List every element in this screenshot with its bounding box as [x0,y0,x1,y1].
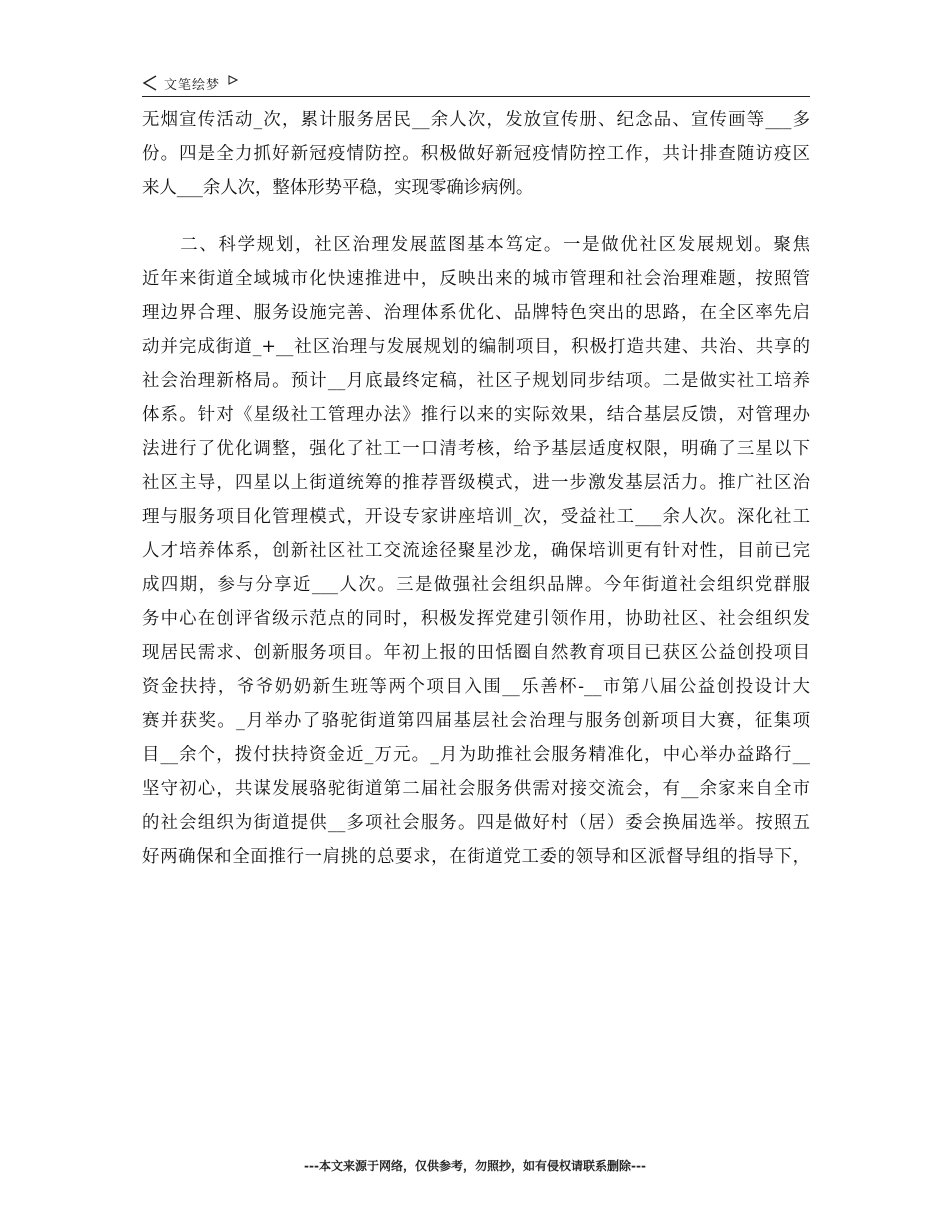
text-line: 目__余个，拨付扶持资金近_万元。_月为助推社会服务精准化，中心举办益路行__ [142,745,810,765]
text-line: 动并完成街道_+__社区治理与发展规划的编制项目，积极打造共建、共治、共享的 [142,337,810,357]
text-line: 二、科学规划，社区治理发展蓝图基本笃定。一是做优社区发展规划。聚焦 [142,235,810,255]
text-line: 社会治理新格局。预计__月底最终定稿，社区子规划同步结项。二是做实社工培养 [142,371,810,391]
page-header [142,70,810,97]
text-line: 来人___余人次，整体形势平稳，实现零确诊病例。 [142,178,534,198]
text-line: 体系。针对《星级社工管理办法》推行以来的实际效果，结合基层反馈，对管理办 [142,405,810,425]
text-line: 坚守初心，共谋发展骆驼街道第二届社会服务供需对接交流会，有__余家来自全市 [142,779,810,799]
paragraph-2 [142,228,810,874]
text-line: 近年来街道全域城市化快速推进中，反映出来的城市管理和社会治理难题，按照管 [142,269,810,289]
footer-disclaimer: ---本文来源于网络，仅供参考，勿照抄，如有侵权请联系删除--- [304,1159,646,1173]
paragraph-1 [142,103,810,205]
text-line: 法进行了优化调整，强化了社工一口清考核，给予基层适度权限，明确了三星以下 [142,439,810,459]
text-line: 现居民需求、创新服务项目。年初上报的田恬圈自然教育项目已获区公益创投项目 [142,643,810,663]
text-line: 社区主导，四星以上街道统筹的推荐晋级模式，进一步激发基层活力。推广社区治 [142,473,810,493]
document-body [142,103,810,874]
triangle-right-icon [228,75,238,85]
text-line: 赛并获奖。_月举办了骆驼街道第四届基层社会治理与服务创新项目大赛，征集项 [142,711,810,731]
text-line: 好两确保和全面推行一肩挑的总要求，在街道党工委的领导和区派督导组的指导下， [142,847,810,867]
header-title: 文笔绘梦 [164,77,221,93]
text-line: 人才培养体系，创新社区社工交流途径聚星沙龙，确保培训更有针对性，目前已完 [142,541,810,561]
triangle-left-icon [142,75,158,91]
text-line: 份。四是全力抓好新冠疫情防控。积极做好新冠疫情防控工作，共计排查随访疫区 [142,144,810,164]
text-line: 理边界合理、服务设施完善、治理体系优化、品牌特色突出的思路，在全区率先启 [142,303,810,323]
text-line: 务中心在创评省级示范点的同时，积极发挥党建引领作用，协助社区、社会组织发 [142,609,810,629]
text-line: 成四期，参与分享近___人次。三是做强社会组织品牌。今年街道社会组织党群服 [142,575,810,595]
text-line: 的社会组织为街道提供__多项社会服务。四是做好村（居）委会换届选举。按照五 [142,813,810,833]
text-line: 资金扶持，爷爷奶奶新生班等两个项目入围__乐善杯-__市第八届公益创投设计大 [142,677,810,697]
text-line: 理与服务项目化管理模式，开设专家讲座培训_次，受益社工___余人次。深化社工 [142,507,810,527]
text-line: 无烟宣传活动_次，累计服务居民__余人次，发放宣传册、纪念品、宣传画等___多 [142,110,810,130]
